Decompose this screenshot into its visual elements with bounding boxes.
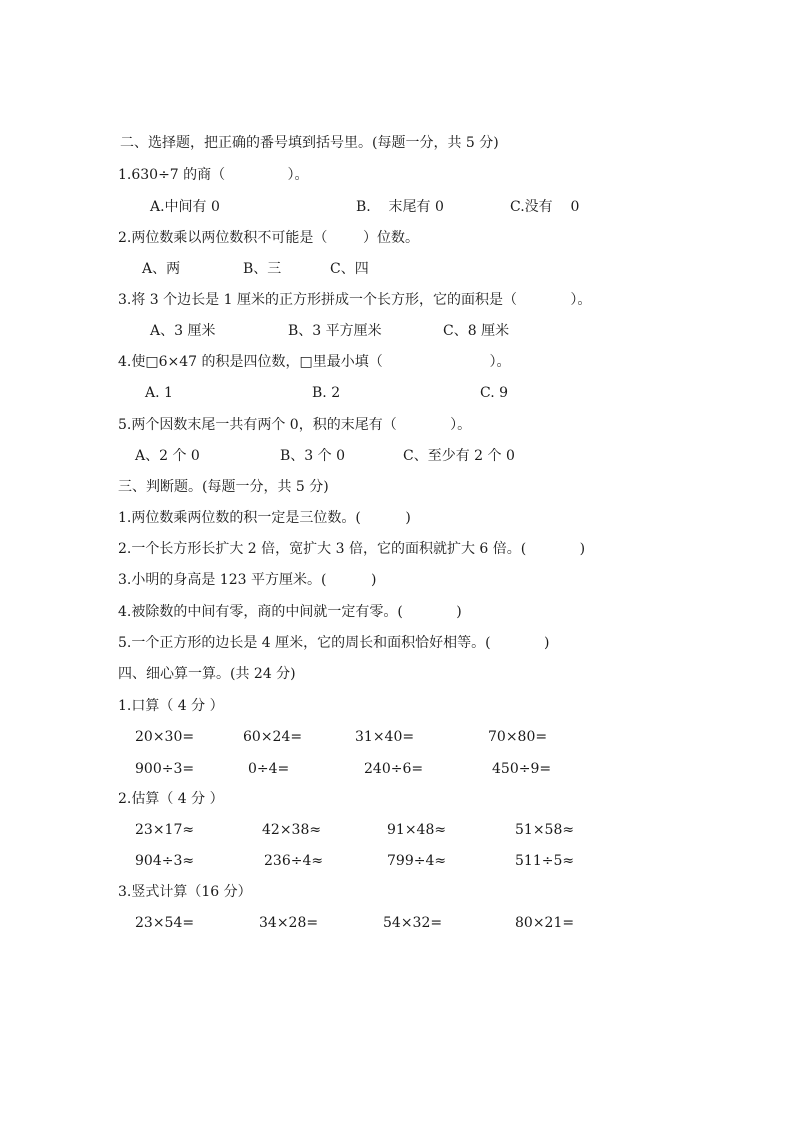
question-5-option-c: C、至少有 2 个 0	[403, 448, 515, 464]
judgement-item-5: 5.一个正方形的边长是 4 厘米，它的周长和面积恰好相等。( )	[118, 635, 550, 651]
estimate-item: 42×38≈	[262, 822, 322, 838]
section3-heading: 三、判断题。(每题一分，共 5 分)	[118, 479, 329, 495]
question-1-option-b: B. 末尾有 0	[356, 199, 444, 215]
question-4-option-b: B. 2	[312, 385, 341, 401]
question-2-option-b: B、三	[243, 261, 282, 277]
judgement-item-2: 2.一个长方形长扩大 2 倍，宽扩大 3 倍，它的面积就扩大 6 倍。( )	[118, 541, 586, 557]
question-4-option-c: C. 9	[480, 385, 509, 401]
question-3-option-a: A、3 厘米	[150, 323, 216, 339]
estimate-item: 23×17≈	[135, 822, 195, 838]
question-2-option-c: C、四	[330, 261, 369, 277]
question-5-stem: 5.两个因数末尾一共有两个 0，积的末尾有（ ）。	[118, 417, 472, 433]
question-3-option-c: C、8 厘米	[443, 323, 510, 339]
oral-calc-item: 60×24=	[243, 729, 303, 745]
question-5-option-a: A、2 个 0	[135, 448, 200, 464]
question-3-stem: 3.将 3 个边长是 1 厘米的正方形拼成一个长方形，它的面积是（ ）。	[118, 292, 592, 308]
question-1-option-a: A.中间有 0	[150, 199, 220, 215]
oral-calc-item: 20×30=	[135, 729, 195, 745]
estimate-title: 2.估算（ 4 分 ）	[118, 791, 224, 807]
oral-calc-title: 1.口算（ 4 分 ）	[118, 698, 224, 714]
oral-calc-item: 450÷9=	[492, 761, 552, 777]
estimate-item: 904÷3≈	[135, 853, 195, 869]
section2-heading: 二、选择题，把正确的番号填到括号里。(每题一分，共 5 分)	[120, 135, 499, 151]
vertical-calc-title: 3.竖式计算（16 分）	[118, 884, 252, 900]
estimate-item: 511÷5≈	[515, 853, 575, 869]
estimate-item: 236÷4≈	[264, 853, 324, 869]
judgement-item-3: 3.小明的身高是 123 平方厘米。( )	[118, 572, 377, 588]
vertical-calc-item: 23×54=	[135, 915, 195, 931]
section4-heading: 四、细心算一算。(共 24 分)	[118, 666, 296, 682]
vertical-calc-item: 54×32=	[383, 915, 443, 931]
oral-calc-item: 240÷6=	[364, 761, 424, 777]
question-5-option-b: B、3 个 0	[280, 448, 346, 464]
question-1-option-c: C.没有 0	[510, 199, 580, 215]
question-1-stem: 1.630÷7 的商（ ）。	[118, 167, 309, 183]
question-2-stem: 2.两位数乘以两位数积不可能是（ ）位数。	[118, 230, 419, 246]
oral-calc-item: 31×40=	[355, 729, 415, 745]
oral-calc-item: 70×80=	[488, 729, 548, 745]
vertical-calc-item: 80×21=	[515, 915, 575, 931]
judgement-item-4: 4.被除数的中间有零，商的中间就一定有零。( )	[118, 604, 462, 620]
vertical-calc-item: 34×28=	[259, 915, 319, 931]
question-4-stem: 4.使□6×47 的积是四位数，□里最小填（ ）。	[118, 354, 511, 370]
question-4-option-a: A. 1	[145, 385, 173, 401]
oral-calc-item: 0÷4=	[248, 761, 290, 777]
oral-calc-item: 900÷3=	[135, 761, 195, 777]
estimate-item: 799÷4≈	[387, 853, 447, 869]
judgement-item-1: 1.两位数乘两位数的积一定是三位数。( )	[118, 510, 411, 526]
question-3-option-b: B、3 平方厘米	[288, 323, 382, 339]
estimate-item: 91×48≈	[387, 822, 447, 838]
estimate-item: 51×58≈	[515, 822, 575, 838]
question-2-option-a: A、两	[142, 261, 181, 277]
